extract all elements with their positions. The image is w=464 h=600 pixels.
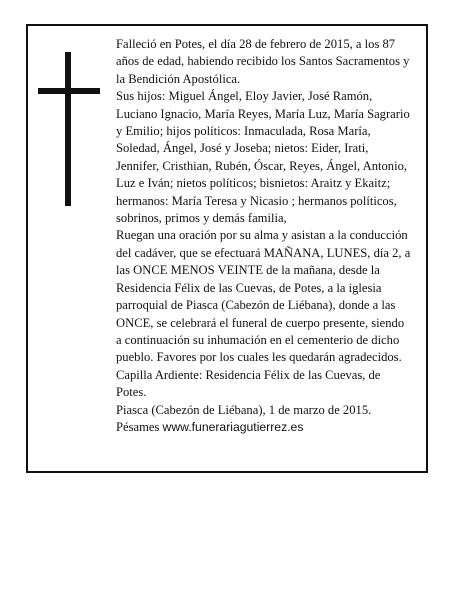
place-date-line: Piasca (Cabezón de Liébana), 1 de marzo de 2015. bbox=[116, 402, 372, 417]
cross-horizontal-bar bbox=[38, 88, 100, 94]
funeral-home-website: www.funerariagutierrez.es bbox=[162, 419, 304, 434]
condolences-label: Pésames bbox=[116, 419, 163, 434]
death-announcement-paragraph: Falleció en Potes, el día 28 de febrero de 2015, a los 87 años de edad, habiendo recibido los Santos Sacramentos y la Bendición Apostólica. bbox=[116, 37, 410, 86]
family-list-paragraph: Sus hijos: Miguel Ángel, Eloy Javier, José Ramón, Luciano Ignacio, María Reyes, María Luz, María Sagrario y Emilio; hijos políticos: Inmaculada, Rosa María, Soledad, Ángel, José y Joseba; nietos: Eider, Irati, Jennifer, Cristhian, Rubén, Óscar, Reyes, Ángel, Antonio, Luz e Iván; nietos políticos; bisnietos: Araitz y Ekaitz; hermanos: María Teresa y Nicasio ; hermanos políticos, sobrinos, primos y demás familia, bbox=[116, 89, 410, 226]
funeral-details-paragraph: Ruegan una oración por su alma y asistan a la conducción del cadáver, que se efectuará MAÑANA, LUNES, día 2, a las ONCE MENOS VEINTE de la mañana, desde la Residencia Félix de las Cuevas, de Potes, a la iglesia parroquial de Piasca (Cabezón de Liébana), donde a las ONCE, se celebrará el funeral de cuerpo presente, siendo a continuación su inhumación en el cementerio de dicho pueblo. Favores por los cuales les quedarán agradecidos. Capilla Ardiente: Residencia Félix de las Cuevas, de Potes. bbox=[116, 228, 411, 400]
cross-vertical-bar bbox=[65, 52, 71, 206]
latin-cross-icon bbox=[38, 52, 100, 206]
condolences-line bbox=[116, 419, 412, 436]
obituary-text bbox=[116, 36, 412, 436]
